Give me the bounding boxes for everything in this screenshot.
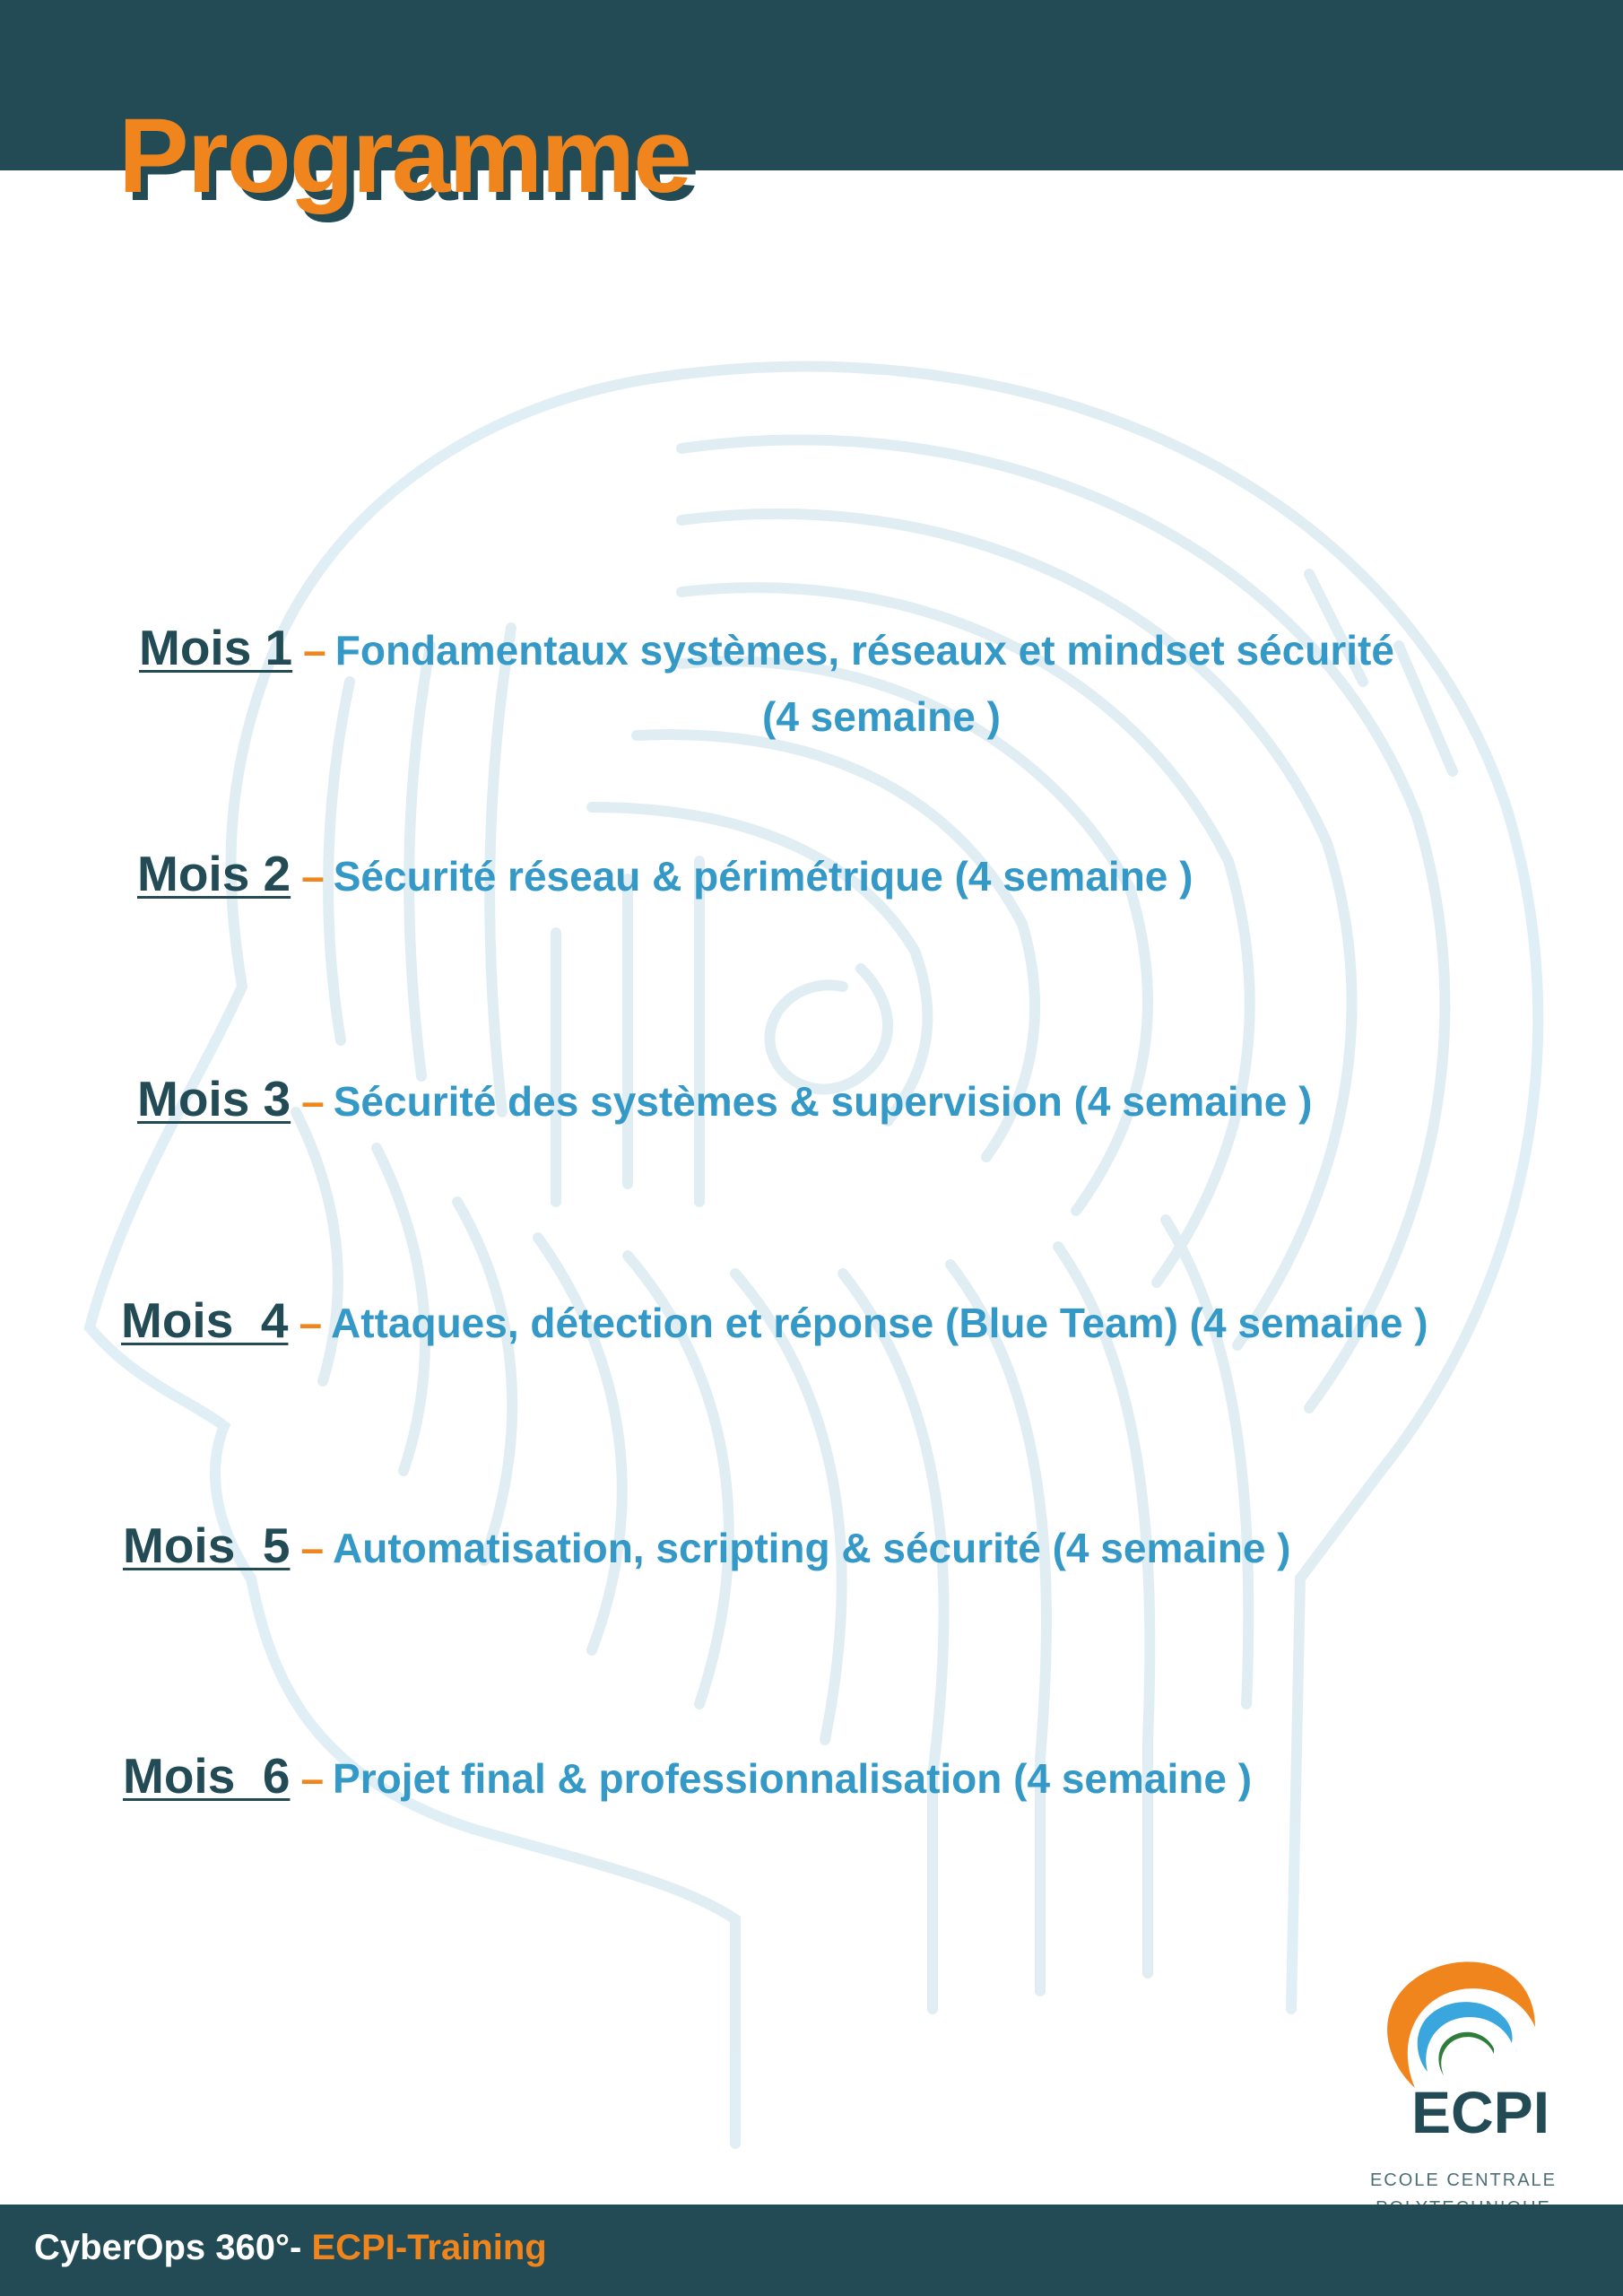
- month-3-separator: –: [301, 1078, 325, 1125]
- month-4-label: Mois 4: [121, 1292, 289, 1348]
- footer-text: [34, 2228, 547, 2268]
- month-6-separator: –: [300, 1755, 325, 1802]
- month-4-description: Attaques, détection et réponse (Blue Team) (4 semaine ): [331, 1300, 1428, 1346]
- head-maze-background-image: [54, 305, 1578, 2215]
- logo-caption-line-1: ECOLE CENTRALE: [1369, 2170, 1558, 2190]
- month-1-separator: –: [303, 627, 326, 674]
- month-6-label: Mois 6: [123, 1748, 291, 1804]
- logo-wordmark: ECPI: [1411, 2079, 1550, 2145]
- month-1-label: Mois 1: [139, 620, 293, 675]
- month-2-label: Mois 2: [137, 846, 291, 901]
- month-3-description: Sécurité des systèmes & supervision (4 semaine ): [333, 1078, 1313, 1125]
- month-6-row: [123, 1747, 1252, 1805]
- month-5-row: [123, 1517, 1291, 1574]
- month-3-label: Mois 3: [137, 1071, 291, 1126]
- month-2-row: [137, 845, 1193, 902]
- month-1-continuation: (4 semaine ): [762, 693, 1001, 740]
- month-1-description: Fondamentaux systèmes, réseaux et mindset sécurité: [334, 627, 1394, 674]
- month-3-row: [137, 1070, 1312, 1127]
- month-5-separator: –: [300, 1525, 325, 1571]
- page-title: Programme: [118, 97, 690, 215]
- month-1-row: [139, 619, 1394, 676]
- footer-product-name: CyberOps 360°-: [34, 2228, 302, 2267]
- footer-brand-name: ECPI-Training: [311, 2228, 547, 2267]
- month-6-description: Projet final & professionnalisation (4 semaine ): [333, 1755, 1253, 1802]
- month-2-description: Sécurité réseau & périmétrique (4 semaine ): [333, 853, 1193, 900]
- ecpi-logo-mark: [1359, 1944, 1567, 2160]
- month-4-row: [121, 1292, 1428, 1349]
- month-4-separator: –: [299, 1300, 323, 1346]
- month-5-label: Mois 5: [123, 1518, 291, 1573]
- month-2-separator: –: [301, 853, 325, 900]
- month-5-description: Automatisation, scripting & sécurité (4 semaine ): [333, 1525, 1291, 1571]
